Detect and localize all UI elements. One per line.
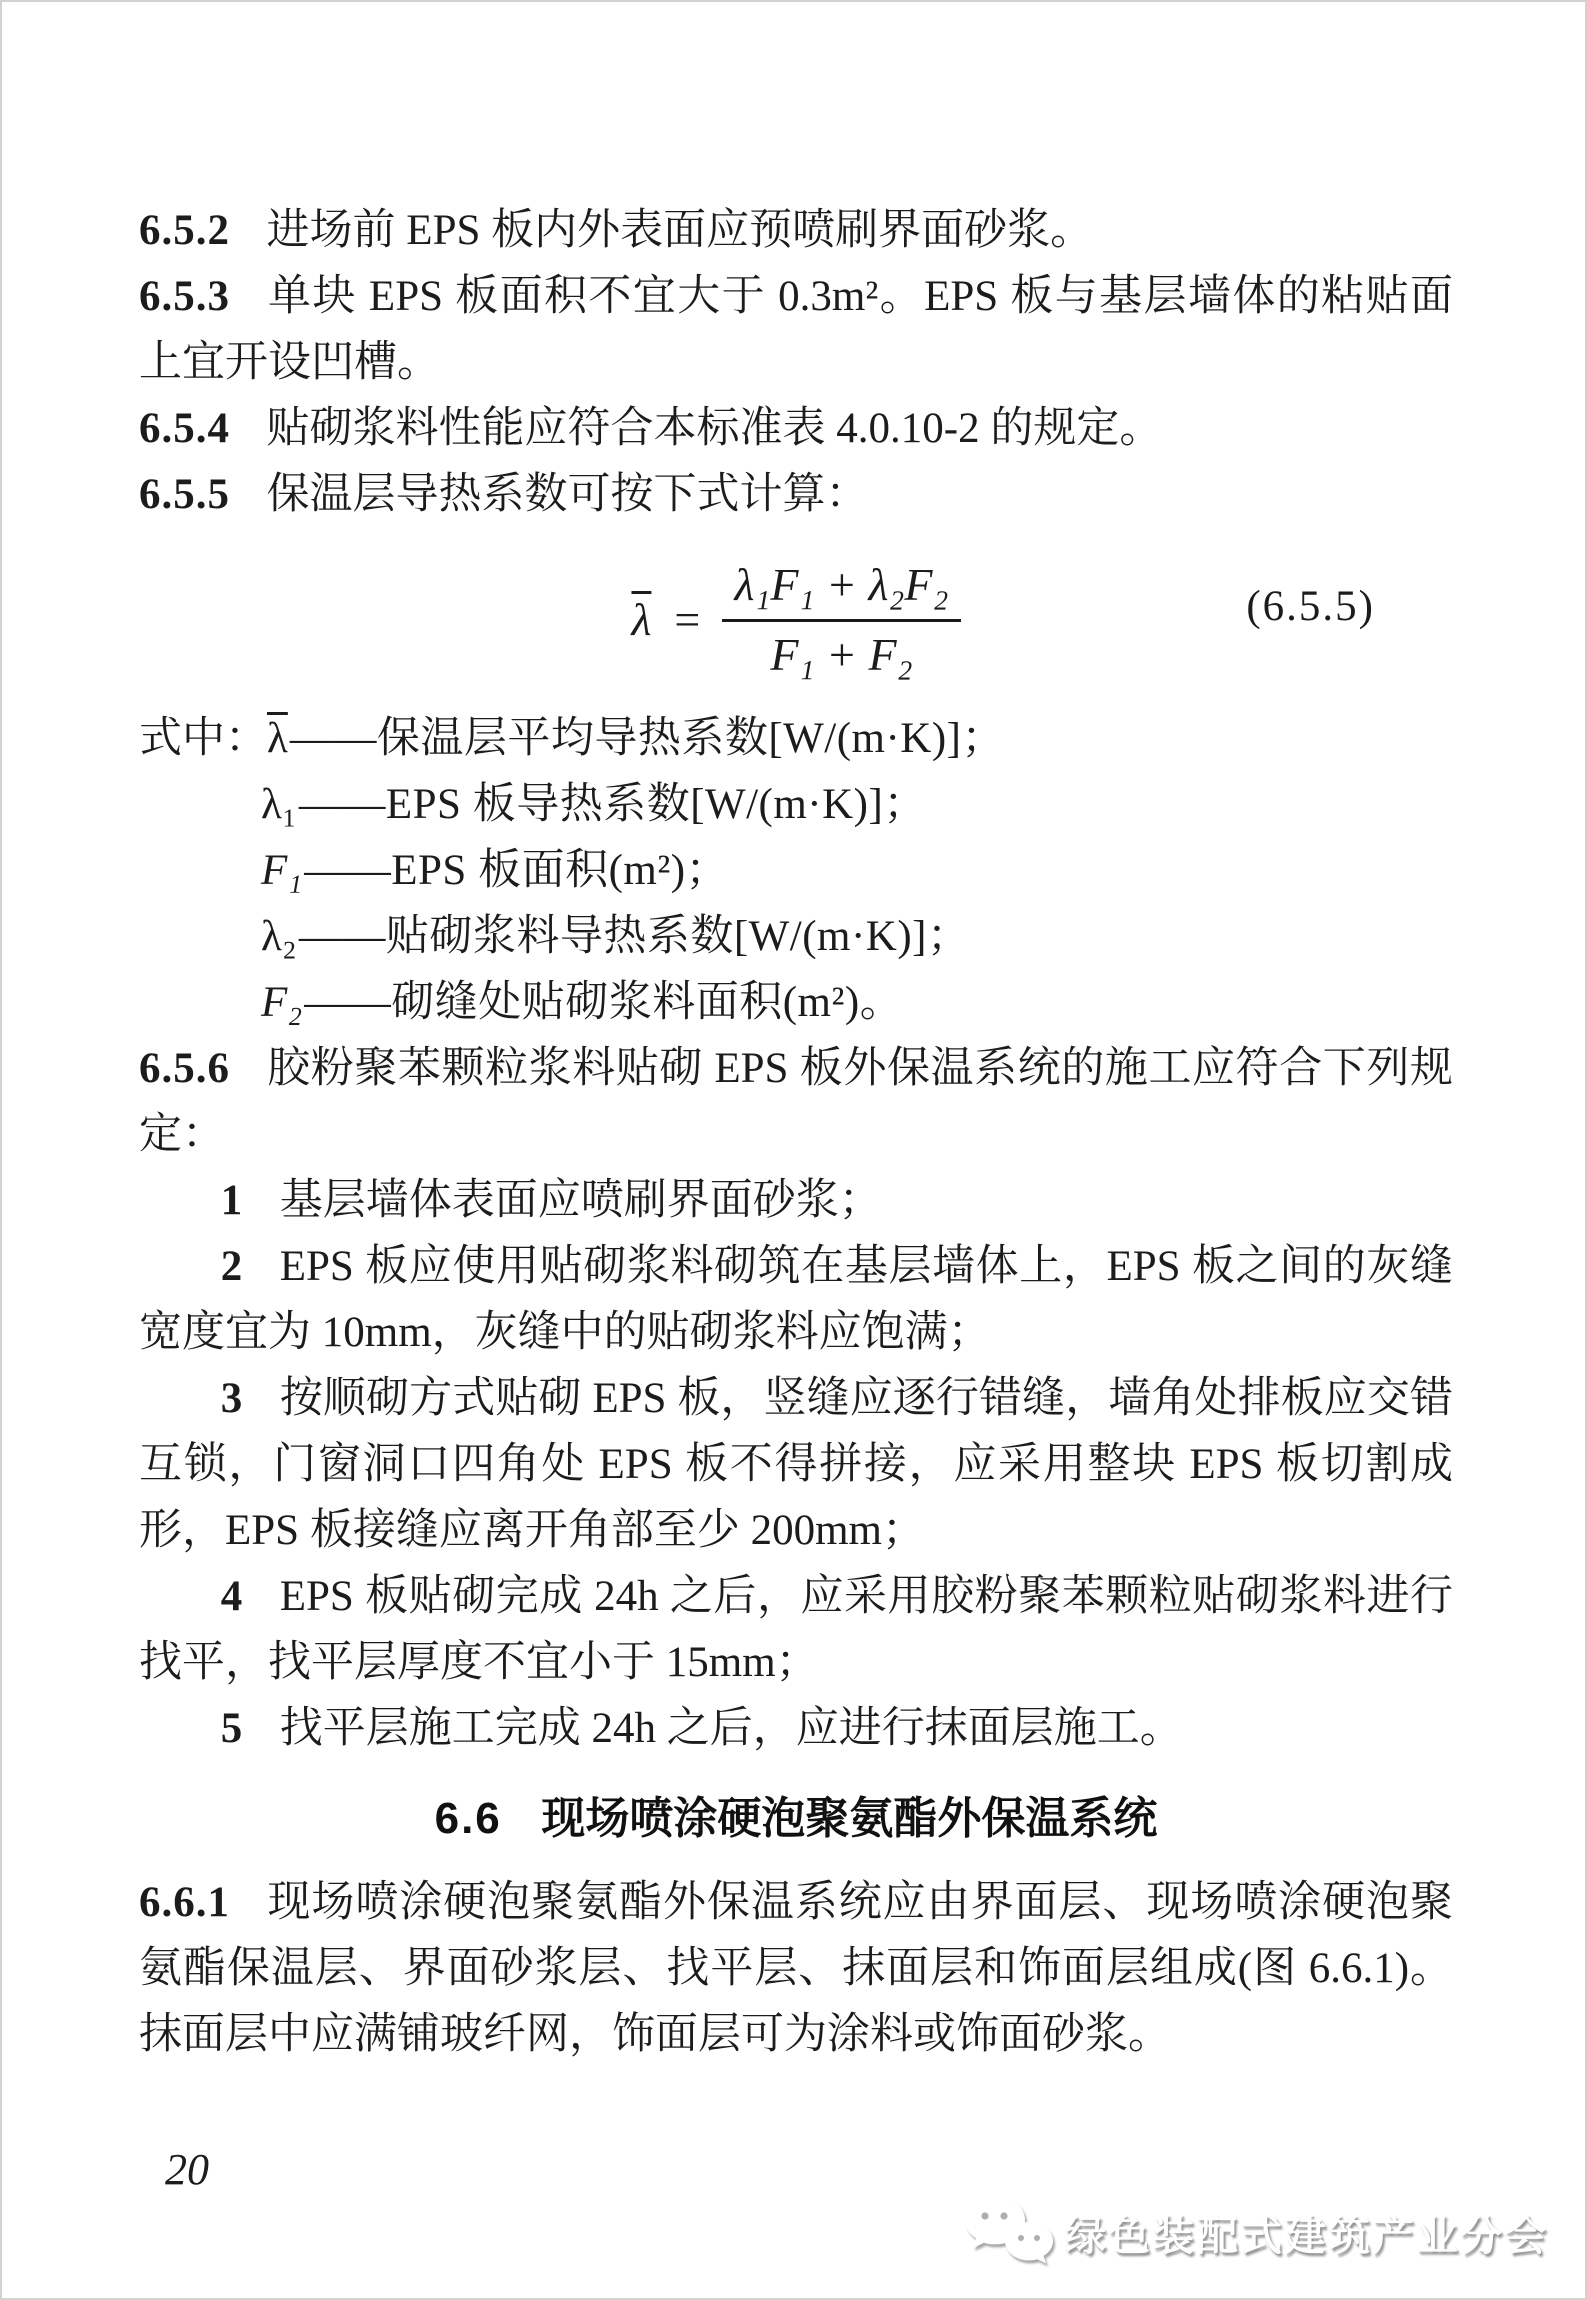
fraction <box>722 558 960 681</box>
clause-6-5-2 <box>139 198 1453 264</box>
clause-text: 现场喷涂硬泡聚氨酯外保温系统应由界面层、现场喷涂硬泡聚氨酯保温层、界面砂浆层、找平层、抹面层和饰面层组成(图 6.6.1)。抹面层中应满铺玻纤网，饰面层可为涂料或饰面砂浆。 <box>139 1879 1453 2058</box>
list-item-4 <box>139 1564 1453 1696</box>
equation <box>631 544 960 694</box>
heading-title: 现场喷涂硬泡聚氨酯外保温系统 <box>541 1794 1158 1843</box>
list-item-5 <box>139 1696 1453 1762</box>
term-symbol: λ₁ <box>261 781 297 828</box>
heading-number: 6.6 <box>434 1794 502 1843</box>
wechat-icon <box>961 2194 1057 2270</box>
fraction-numerator: λ₁F₁ + λ₂F₂ <box>722 558 960 622</box>
clause-number: 6.6.1 <box>139 1879 230 1926</box>
equation-6-5-5 <box>139 544 1453 694</box>
list-item-3 <box>139 1366 1453 1564</box>
term-description: ——EPS 板面积(m²)； <box>304 847 730 894</box>
clause-6-5-3 <box>139 264 1453 396</box>
item-number: 1 <box>220 1177 244 1224</box>
list-item-1 <box>139 1168 1453 1234</box>
clause-6-5-4 <box>139 396 1453 462</box>
item-number: 2 <box>220 1243 244 1290</box>
term-description: ——砌缝处贴砌浆料面积(m²)。 <box>304 979 904 1026</box>
clause-text: 贴砌浆料性能应符合本标准表 4.0.10-2 的规定。 <box>266 405 1163 452</box>
page-content <box>2 2 1585 2068</box>
where-definition-lambda-bar <box>139 706 1453 772</box>
clause-text: 单块 EPS 板面积不宜大于 0.3m²。EPS 板与基层墙体的粘贴面上宜开设凹槽。 <box>139 273 1453 386</box>
clause-6-6-1 <box>139 1870 1453 2068</box>
clause-number: 6.5.2 <box>139 207 230 254</box>
item-number: 4 <box>220 1573 244 1620</box>
clause-number: 6.5.4 <box>139 405 230 452</box>
watermark <box>961 2194 1549 2270</box>
section-heading-6-6 <box>139 1790 1453 1848</box>
where-definition-lambda1 <box>139 772 1453 838</box>
list-item-2 <box>139 1234 1453 1366</box>
clause-text: 胶粉聚苯颗粒浆料贴砌 EPS 板外保温系统的施工应符合下列规定： <box>139 1045 1453 1158</box>
item-text: 找平层施工完成 24h 之后，应进行抹面层施工。 <box>279 1705 1183 1752</box>
item-text: EPS 板贴砌完成 24h 之后，应采用胶粉聚苯颗粒贴砌浆料进行找平，找平层厚度不宜小于 15mm； <box>139 1573 1453 1686</box>
fraction-denominator: F₁ + F₂ <box>770 628 913 680</box>
term-symbol: $\overline{\lambda}$ <box>267 715 288 762</box>
clause-text: 进场前 EPS 板内外表面应预喷刷界面砂浆。 <box>266 207 1094 254</box>
clause-6-5-6 <box>139 1036 1453 1168</box>
where-definition-lambda2 <box>139 904 1453 970</box>
term-symbol: F₂ <box>261 979 303 1026</box>
clause-number: 6.5.5 <box>139 471 230 518</box>
term-description: ——保温层平均导热系数[W/(m·K)]； <box>289 715 1005 762</box>
clause-number: 6.5.3 <box>139 273 230 320</box>
item-text: 按顺砌方式贴砌 EPS 板，竖缝应逐行错缝，墙角处排板应交错互锁，门窗洞口四角处 EPS 板不得拼接，应采用整块 EPS 板切割成形，EPS 板接缝应离开角部至少 200mm； <box>139 1375 1453 1554</box>
term-description: ——EPS 板导热系数[W/(m·K)]； <box>298 781 927 828</box>
item-text: EPS 板应使用贴砌浆料砌筑在基层墙体上，EPS 板之间的灰缝宽度宜为 10mm，灰缝中的贴砌浆料应饱满； <box>139 1243 1453 1356</box>
lambda-bar-symbol: $\overline{\lambda}$ <box>631 593 652 645</box>
clause-number: 6.5.6 <box>139 1045 230 1092</box>
item-number: 5 <box>220 1705 244 1752</box>
where-definition-f2 <box>139 970 1453 1036</box>
equals-sign: = <box>671 593 703 645</box>
term-description: ——贴砌浆料导热系数[W/(m·K)]； <box>298 913 971 960</box>
where-label: 式中： <box>139 715 268 762</box>
where-definition-f1 <box>139 838 1453 904</box>
term-symbol: F₁ <box>261 847 303 894</box>
item-text: 基层墙体表面应喷刷界面砂浆； <box>279 1177 882 1224</box>
page-number: 20 <box>165 2145 209 2194</box>
item-number: 3 <box>220 1375 244 1422</box>
clause-text: 保温层导热系数可按下式计算： <box>266 471 869 518</box>
equation-number: (6.5.5) <box>1246 583 1375 630</box>
clause-6-5-5 <box>139 462 1453 528</box>
watermark-text: 绿色装配式建筑产业分会 <box>1065 2212 1549 2259</box>
term-symbol: λ₂ <box>261 913 297 960</box>
